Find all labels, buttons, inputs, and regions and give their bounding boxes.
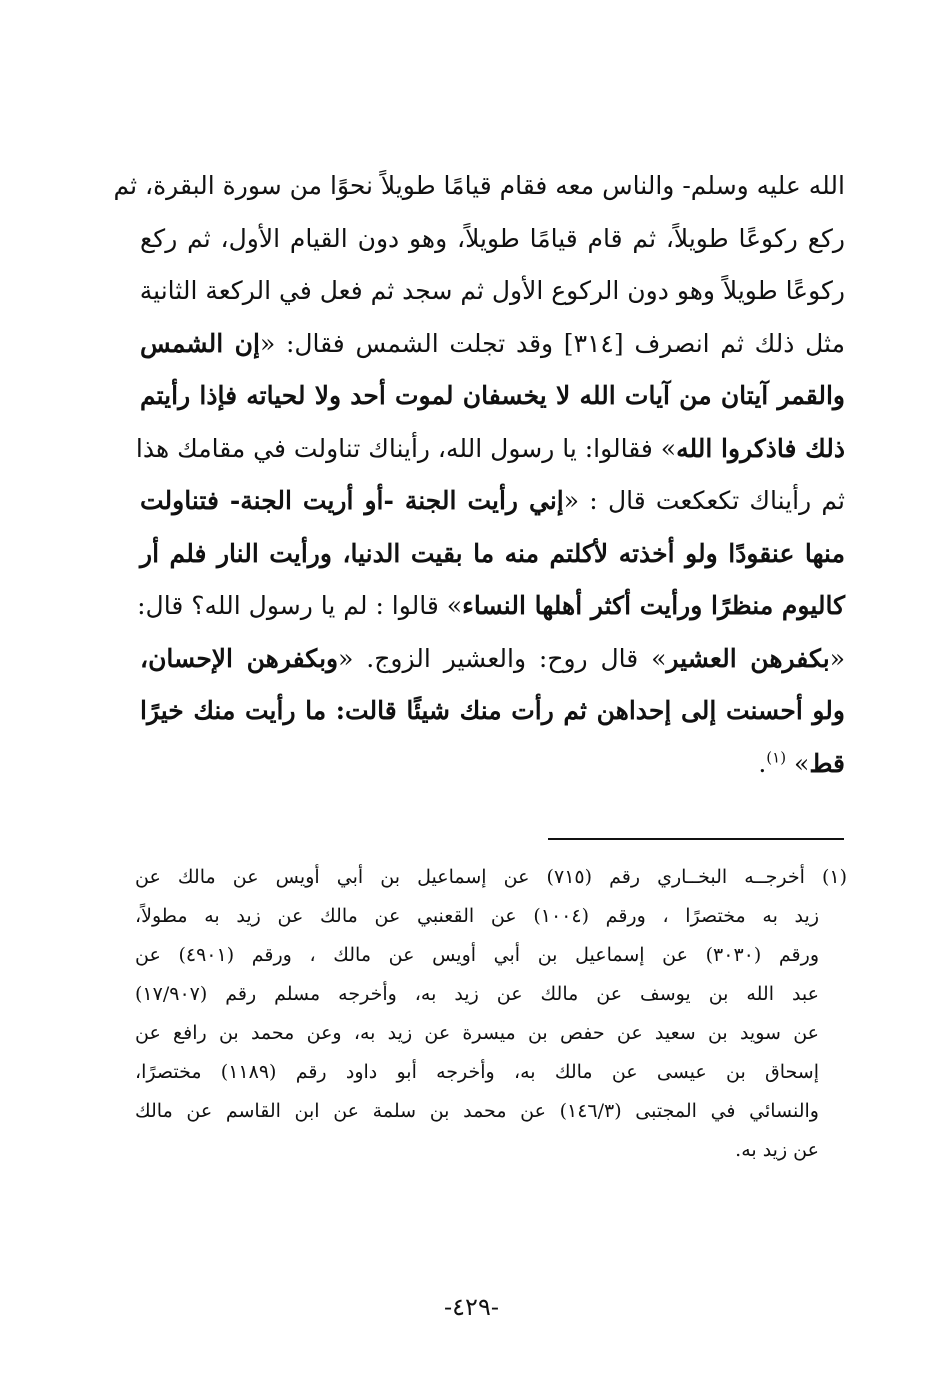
main-text-line (140, 738, 845, 791)
text-run: الله عليه وسلم- والناس معه فقام قيامًا طويلاً نحوًا من سورة البقرة، ثم (113, 171, 845, 200)
footnote-line: عن زيد به. (735, 1139, 819, 1161)
text-run: والقمر آيتان من آيات الله لا يخسفان لموت أحد ولا لحياته فإذا رأيتم (140, 381, 845, 410)
footnotes-block (135, 858, 847, 1170)
main-text-block (113, 160, 846, 790)
text-run: ركوعًا طويلاً وهو دون الركوع الأول ثم سجد ثم فعل في الركعة الثانية (139, 276, 845, 305)
text-run: . (758, 748, 767, 778)
text-run: » (786, 748, 810, 778)
text-run: « (829, 643, 846, 673)
text-run: ثم رأيناك تكعكعت قال : « (563, 486, 845, 515)
footnote-line: إسحاق بن عيسى عن مالك به، وأخرجه أبو داود رقم (١١٨٩) مختصرًا، (135, 1061, 819, 1083)
main-text-line (140, 633, 845, 686)
text-run: كاليوم منظرًا ورأيت أكثر أهلها النساء (462, 591, 845, 620)
text-run: إن الشمس (140, 328, 260, 358)
page-number: -٤٢٩- (444, 1293, 499, 1321)
main-text-line (140, 213, 845, 266)
text-run: ذلك فاذكروا الله (676, 433, 845, 463)
main-text-line (140, 528, 845, 581)
main-text-line (137, 580, 845, 633)
text-run: منها عنقودًا ولو أخذته لأكلتم منه ما بقيت الدنيا، ورأيت النار فلم أر (140, 538, 845, 568)
footnote-line: (١) أخرجــه البخــاري رقم (٧١٥) عن إسماعيل بن أبي أويس عن مالك عن (135, 866, 848, 888)
footnote-reference: (١) (766, 748, 787, 767)
main-text-line (140, 318, 845, 371)
text-run: إني رأيت الجنة -أو أريت الجنة- فتناولت (140, 486, 564, 515)
text-run: بكفرهن العشير (666, 643, 830, 673)
text-run: ولو أحسنت إلى إحداهن ثم رأت منك شيئًا قالت: ما رأيت منك خيرًا (140, 696, 845, 725)
main-text-line (135, 423, 845, 476)
text-run: » قالوا : لم يا رسول الله؟ قال: (137, 591, 463, 620)
main-text-line (113, 160, 845, 213)
footnote-line: ورقم (٣٠٣٠) عن إسماعيل بن أبي أويس عن مالك ، ورقم (٤٩٠١) عن (135, 944, 819, 966)
main-text-line (140, 265, 845, 318)
text-run: » قال روح: والعشير الزوج. « (338, 643, 667, 673)
text-run: وبكفرهن الإحسان، (140, 643, 339, 673)
footnote-line: عبد الله بن يوسف عن مالك عن زيد به، وأخرجه مسلم رقم (١٧/٩٠٧) (135, 983, 819, 1005)
main-text-line (140, 475, 845, 528)
main-text-line (140, 685, 845, 738)
text-run: ركع ركوعًا طويلاً، ثم قام قيامًا طويلاً، وهو دون القيام الأول، ثم ركع (140, 223, 845, 253)
footnote-line: والنسائي في المجتبى (١٤٦/٣) عن محمد بن سلمة عن ابن القاسم عن مالك (135, 1100, 819, 1122)
text-run: » فقالوا: يا رسول الله، رأيناك تناولت في مقامك هذا (135, 433, 677, 463)
main-text-line (140, 370, 845, 423)
footnote-line: زيد به مختصرًا ، ورقم (١٠٠٤) عن القعنبي عن مالك عن زيد به مطولاً، (135, 905, 819, 927)
text-run: قط (809, 748, 845, 778)
text-run: مثل ذلك ثم انصرف [٣١٤] وقد تجلت الشمس فقال: « (259, 328, 845, 358)
footnote-line: عن سويد بن سعيد عن حفص بن ميسرة عن زيد به، وعن محمد بن رافع عن (135, 1022, 819, 1044)
footnote-separator (548, 838, 844, 840)
